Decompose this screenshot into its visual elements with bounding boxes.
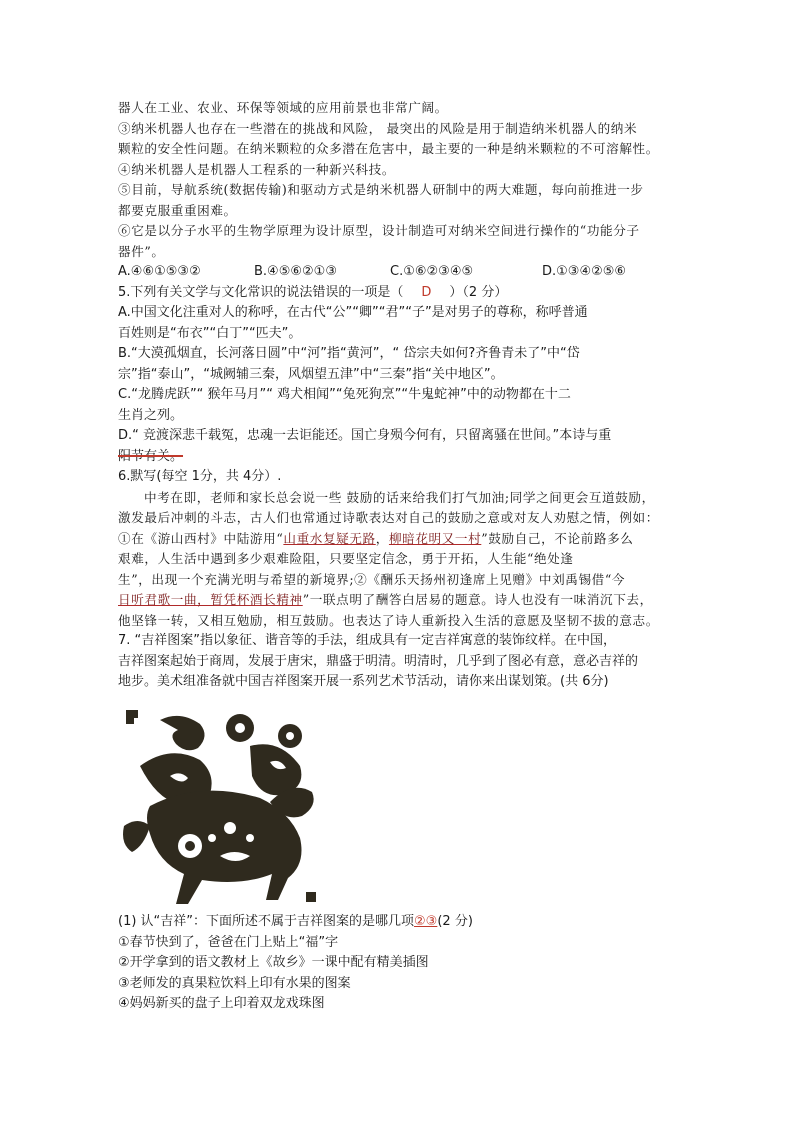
q7-1-score: (2 分)	[437, 914, 473, 929]
q7-sub1	[118, 912, 678, 1015]
q6-paragraph-4: 艰难，人生活中遇到多少艰难险阻，只要坚定信念，勇于开拓，人生能“绝处逢	[118, 551, 574, 566]
q4-sentence-5b: 都要克服重重困难。	[118, 202, 237, 218]
q4-sentence-3a: ③纳米机器人也存在一些潜在的挑战和风险， 最突出的风险是用于制造纳米机器人的纳米	[118, 120, 638, 136]
q4-option-a: A.④⑥①⑤③②	[118, 264, 201, 279]
q5-option-c-1: C.“龙腾虎跃”“ 猴年马月”“ 鸡犬相闻”“兔死狗烹”“牛鬼蛇神”中的动物都在十二	[118, 387, 571, 402]
q7-line-3: 地步。美术组准备就中国吉祥图案开展一系列艺术节活动，请你来出谋划策。(共 6分)	[118, 674, 609, 689]
q4-options	[118, 262, 678, 283]
q6-paragraph-7: 他坚锋一转，又相互勉励，相互鼓励。也表达了诗人重新投入生活的意愿及坚韧不拔的意志。	[118, 612, 659, 628]
q6-blank-2: 柳暗花明又一村	[388, 530, 482, 546]
q5-stem	[118, 283, 678, 304]
q4-option-d: D.①③④②⑤⑥	[542, 264, 627, 279]
q4-sentence-5a: ⑤目前，导航系统(数据传输)和驱动方式是纳米机器人研制中的两大难题，每向前推进一步	[118, 182, 644, 197]
q6-p6-post: ”一联点明了酬答白居易的题意。诗人也没有一味消沉下去，	[302, 592, 653, 607]
q7-line-1: 7. “吉祥图案”指以象征、谐音等的手法，组成具有一定吉祥寓意的装饰纹样。在中国，	[118, 633, 617, 648]
q5-answer: D	[421, 284, 432, 300]
exam-page	[118, 98, 678, 693]
q5-stem-score: ）（2 分）	[449, 284, 508, 300]
q7-1-stem	[118, 912, 678, 933]
q5-option-b-2: 宗”指“泰山”，“城阙辅三秦，风烟望五津”中“三秦”指“关中地区”。	[118, 366, 504, 382]
q5-option-d-1: D.“ 竞渡深悲千载冤，忠魂一去讵能还。国亡身殒今何有，只留离骚在世间。”本诗与重	[118, 428, 612, 443]
q6-paragraph-2: 激发最后冲刺的斗志，古人们也常通过诗歌表达对自己的鼓励之意或对友人劝慰之情，例如：	[118, 510, 659, 525]
q5-option-c-2: 生肖之列。	[118, 407, 184, 423]
papercut-qilin-icon	[120, 706, 320, 906]
q6-blank-3: 日听君歌一曲，暂凭杯酒长精神	[118, 592, 303, 607]
q6-paragraph-3	[118, 529, 678, 550]
q4-sentence-6b: 器件”。	[118, 243, 165, 259]
q6-stem: 6.默写(每空 1分，共 4分）.	[118, 469, 282, 484]
q4-option-c: C.①⑥②③④⑤	[390, 264, 474, 279]
q4-option-b: B.④⑤⑥②①③	[254, 264, 337, 279]
q4-sentence-3b: 颗粒的安全性问题。在纳米颗粒的众多潜在危害中，最主要的一种是纳米颗粒的不可溶解性。	[118, 141, 659, 156]
q6-paragraph-5: 生”，出现一个充满光明与希望的新境界;②《酬乐天扬州初逢席上见赠》中刘禹锡借“今	[118, 571, 626, 587]
q5-option-a-2: 百姓则是“布衣”“白丁”“匹夫”。	[118, 325, 302, 341]
q7-1-stem-text: (1) 认“吉祥”：下面所述不属于吉祥图案的是哪几项	[118, 914, 415, 929]
q5-option-a-1: A.中国文化注重对人的称呼，在古代“公”“卿”“君”“子”是对男子的尊称，称呼普通	[118, 305, 588, 320]
q7-line-2: 吉祥图案起始于商周，发展于唐宋，鼎盛于明清。明清时，几乎到了图必有意，意必吉祥的	[118, 653, 639, 669]
q6-paragraph-6	[118, 590, 678, 611]
q4-sentence-4: ④纳米机器人是机器人工程系的一种新兴科技。	[118, 161, 396, 177]
q7-1-item-3: ③老师发的真果粒饮料上印有水果的图案	[118, 975, 351, 991]
q7-1-answer: ②③	[414, 914, 438, 929]
q6-p3-mid: ，	[375, 530, 389, 546]
q5-option-d-2-text: 阳节有关。	[118, 448, 184, 464]
q7-1-item-4: ④妈妈新买的盘子上印着双龙戏珠图	[118, 996, 325, 1011]
q5-option-b-1: B.“大漠孤烟直，长河落日圆”中“河”指“黄河”，“ 岱宗夫如何?齐鲁青未了”中“岱	[118, 346, 580, 361]
q6-paragraph-1: 中考在即，老师和家长总会说一些 鼓励的话来给我们打气加油;同学之间更会互道鼓励，	[144, 489, 655, 505]
q6-p3-post: ”鼓励自己，不论前路多么	[481, 530, 634, 546]
q5-stem-text: 5.下列有关文学与文化常识的说法错误的一项是（	[118, 284, 404, 300]
q6-p3-pre: ①在《游山西村》中陆游用“	[118, 530, 284, 546]
q5-option-d-2	[118, 447, 678, 468]
q7-1-item-1: ①春节快到了，爸爸在门上贴上“福”字	[118, 934, 339, 950]
q4-sentence-6a: ⑥它是以分子水平的生物学原理为设计原型，设计制造可对纳米空间进行操作的“功能分子	[118, 223, 640, 238]
q7-1-item-2: ②开学拿到的语文教材上《故乡》一课中配有精美插图	[118, 955, 429, 970]
q4-line: 器人在工业、农业、环保等领域的应用前景也非常广阔。	[118, 100, 448, 115]
q6-blank-1: 山重水复疑无路	[283, 530, 376, 546]
